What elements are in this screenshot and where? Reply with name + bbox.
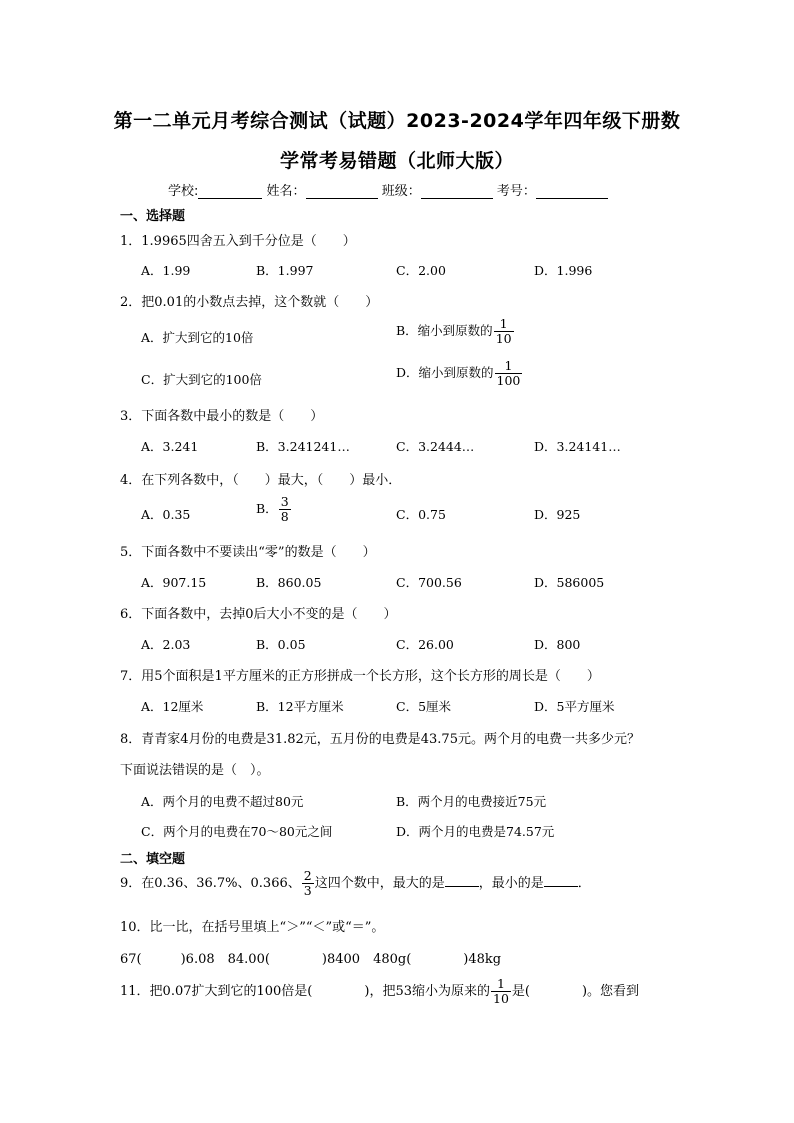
q7-option-b[interactable]: B．12平方厘米 [256, 699, 344, 714]
q2-option-c[interactable]: C．扩大到它的100倍 [141, 372, 262, 387]
q8-option-d[interactable]: D．两个月的电费是74.57元 [396, 824, 555, 839]
q2-option-d-text: D．缩小到原数的 [396, 365, 494, 380]
page-title-line2: 学常考易错题（北师大版） [279, 150, 514, 172]
q3-option-a[interactable]: A．3.241 [141, 439, 199, 454]
class-blank[interactable] [421, 184, 493, 199]
fraction-denominator: 10 [493, 990, 509, 1006]
q6-option-c[interactable]: C．26.00 [396, 637, 454, 652]
q6-option-b[interactable]: B．0.05 [256, 637, 306, 652]
question-10: 10．比一比，在括号里填上“＞”“＜”或“＝”。 [120, 920, 385, 935]
section-choice-heading: 一、选择题 [120, 209, 186, 224]
question-7: 7．用5个面积是1平方厘米的正方形拼成一个长方形，这个长方形的周长是（ ） [120, 669, 600, 684]
q11-text-pre: 11．把0.07扩大到它的100倍是( )，把53缩小为原来的 [120, 984, 490, 999]
q2-option-b[interactable] [396, 318, 515, 345]
question-4: 4．在下列各数中，（ ）最大，（ ）最小． [120, 473, 402, 488]
class-label: 班级： [381, 184, 421, 199]
q5-option-a[interactable]: A．907.15 [141, 575, 207, 590]
q4-option-b-text: B． [256, 501, 278, 516]
q2-option-a[interactable]: A．扩大到它的10倍 [141, 330, 254, 345]
name-label: 姓名： [266, 184, 306, 199]
q9-fraction [302, 870, 314, 897]
fraction-denominator: 10 [495, 330, 512, 346]
q1-option-c[interactable]: C．2.00 [396, 263, 446, 278]
q5-option-d[interactable]: D．586005 [534, 575, 605, 590]
q9-answer-blank-min[interactable] [544, 874, 578, 887]
q7-option-d[interactable]: D．5平方厘米 [534, 699, 615, 714]
fraction-numerator: 1 [496, 976, 505, 991]
q3-option-d[interactable]: D．3.24141… [534, 439, 621, 454]
number-label: 考号： [496, 184, 536, 199]
q9-answer-blank-max[interactable] [445, 874, 479, 887]
q4-option-b[interactable] [256, 496, 292, 523]
q8-option-c[interactable]: C．两个月的电费在70～80元之间 [141, 824, 333, 839]
fraction-denominator: 8 [280, 508, 289, 524]
q6-option-d[interactable]: D．800 [534, 637, 581, 652]
fraction-numerator: 3 [280, 494, 289, 509]
question-3: 3．下面各数中最小的数是（ ） [120, 409, 324, 424]
question-8-line2: 下面说法错误的是（ ）。 [120, 763, 270, 778]
name-blank[interactable] [306, 184, 378, 199]
q9-text-mid2: ，最小的是 [478, 876, 544, 891]
school-label: 学校: [168, 184, 199, 199]
student-info-line [168, 180, 608, 199]
q5-option-b[interactable]: B．860.05 [256, 575, 322, 590]
q2-option-d-fraction [495, 360, 523, 387]
q11-text-end: 是( )。您看到 [511, 984, 640, 999]
page-title-line1: 第一二单元月考综合测试（试题）2023-2024学年四年级下册数 [113, 110, 681, 132]
q6-option-a[interactable]: A．2.03 [141, 637, 191, 652]
section-fill-heading: 二、填空题 [120, 852, 186, 867]
school-blank[interactable] [198, 184, 262, 199]
q3-option-c[interactable]: C．3.2444… [396, 439, 475, 454]
question-2: 2．把0.01的小数点去掉，这个数就（ ） [120, 295, 379, 310]
fraction-numerator: 1 [499, 316, 508, 331]
q2-option-b-text: B．缩小到原数的 [396, 323, 493, 338]
q4-option-d[interactable]: D．925 [534, 507, 581, 522]
q11-fraction [491, 978, 511, 1005]
q3-option-b[interactable]: B．3.241241… [256, 439, 350, 454]
q10-comparison-line[interactable]: 67( )6.08 84.00( )8400 480g( )48kg [120, 952, 502, 967]
question-6: 6．下面各数中，去掉0后大小不变的是（ ） [120, 607, 397, 622]
q9-text-end: ． [577, 876, 591, 891]
fraction-denominator: 3 [303, 882, 312, 898]
question-5: 5．下面各数中不要读出“零”的数是（ ） [120, 545, 376, 560]
q2-option-d[interactable] [396, 360, 523, 387]
q1-option-b[interactable]: B．1.997 [256, 263, 314, 278]
q8-option-b[interactable]: B．两个月的电费接近75元 [396, 794, 547, 809]
q1-option-d[interactable]: D．1.996 [534, 263, 593, 278]
q5-option-c[interactable]: C．700.56 [396, 575, 462, 590]
fraction-numerator: 2 [303, 868, 312, 883]
q1-option-a[interactable]: A．1.99 [141, 263, 191, 278]
q7-option-c[interactable]: C．5厘米 [396, 699, 452, 714]
q9-text-pre: 9．在0.36、36.7%、0.366、 [120, 876, 301, 891]
q4-option-a[interactable]: A．0.35 [141, 507, 191, 522]
q8-option-a[interactable]: A．两个月的电费不超过80元 [141, 794, 304, 809]
question-1: 1．1.9965四舍五入到千分位是（ ） [120, 234, 356, 249]
q4-option-b-fraction [279, 496, 291, 523]
number-blank[interactable] [536, 184, 608, 199]
question-8-line1: 8．青青家4月份的电费是31.82元，五月份的电费是43.75元。两个月的电费一共多少元？ [120, 732, 640, 747]
fraction-numerator: 1 [504, 358, 513, 373]
q9-text-mid: 这四个数中，最大的是 [314, 876, 445, 891]
q7-option-a[interactable]: A．12厘米 [141, 699, 204, 714]
question-11 [120, 978, 639, 1005]
q2-option-b-fraction [494, 318, 514, 345]
q4-option-c[interactable]: C．0.75 [396, 507, 446, 522]
question-9 [120, 870, 591, 897]
fraction-denominator: 100 [496, 372, 521, 388]
